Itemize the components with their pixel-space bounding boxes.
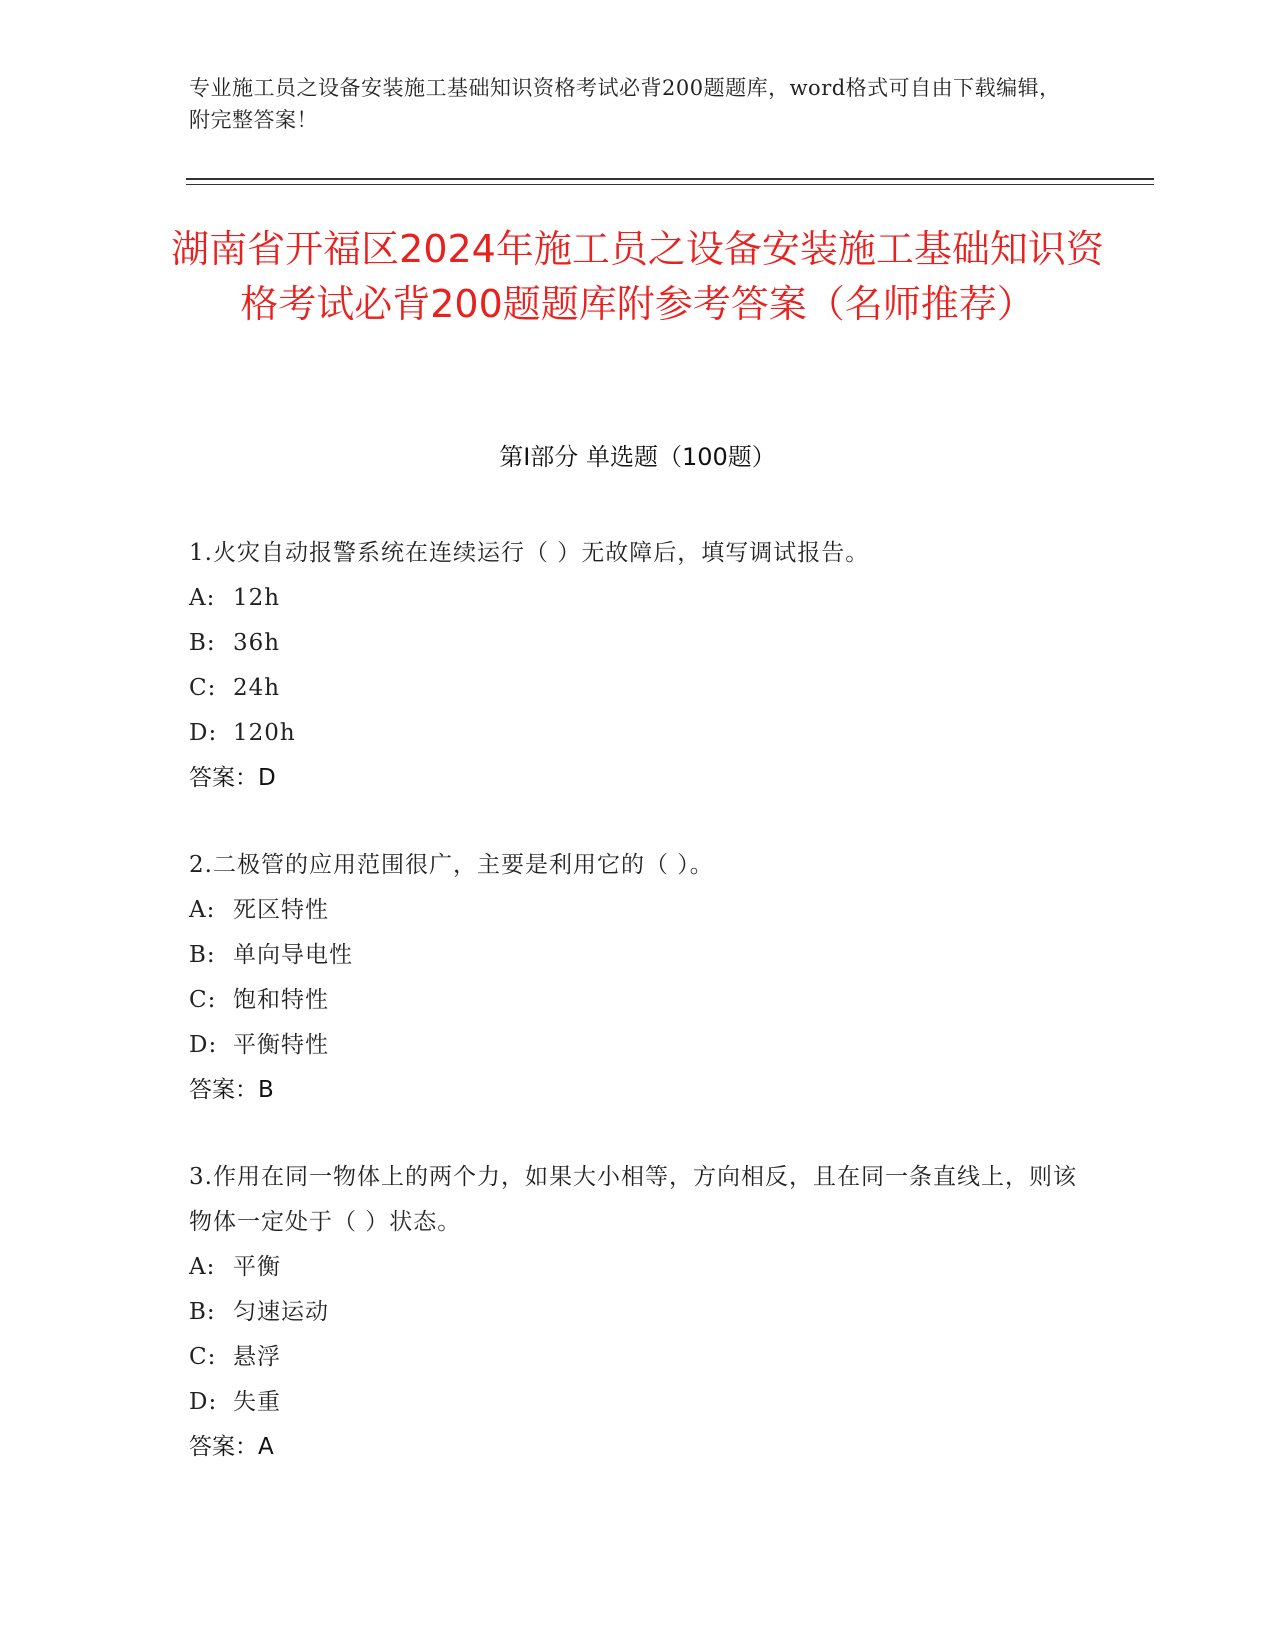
option-b [189,933,1089,978]
option-letter: B: [189,942,216,968]
option-letter: D: [189,1389,218,1415]
option-letter: A: [189,1254,216,1280]
option-c [189,978,1089,1023]
answer-line: 答案：A [189,1434,274,1460]
question-stem: 1.火灾自动报警系统在连续运行（ ）无故障后，填写调试报告。 [189,540,870,566]
option-text: 36h [233,630,281,656]
header-rule-thin [186,184,1154,185]
question-item [189,531,1089,801]
option-text: 匀速运动 [233,1299,329,1325]
option-text: 死区特性 [233,897,329,923]
option-text: 12h [233,585,281,611]
option-letter: C: [189,675,217,701]
option-letter: C: [189,987,217,1013]
answer-line: 答案：D [189,765,276,791]
option-text: 120h [233,720,296,746]
document-title: 湖南省开福区2024年施工员之设备安装施工基础知识资格考试必背200题题库附参考答案（名师推荐） [171,227,1104,326]
question-stem: 2.二极管的应用范围很广，主要是利用它的（ ）。 [189,852,714,878]
option-b [189,621,1089,666]
option-a [189,1245,1089,1290]
section-title: 第Ⅰ部分 单选题（100题） [499,443,776,471]
question-stem: 3.作用在同一物体上的两个力，如果大小相等，方向相反，且在同一条直线上，则该物体一定处于（ ）状态。 [189,1164,1077,1235]
option-text: 失重 [233,1389,281,1415]
question-item [189,843,1089,1113]
option-a [189,888,1089,933]
option-a [189,576,1089,621]
option-text: 平衡特性 [233,1032,329,1058]
header-note: 专业施工员之设备安装施工基础知识资格考试必背200题题库，word格式可自由下载编辑，附完整答案！ [189,76,1061,132]
header-rule-thick [186,178,1154,180]
option-d [189,1023,1089,1068]
option-text: 24h [233,675,281,701]
option-c [189,666,1089,711]
question-item [189,1155,1089,1470]
question-list [189,531,1089,1512]
option-text: 单向导电性 [233,942,353,968]
option-letter: B: [189,1299,216,1325]
option-letter: D: [189,1032,218,1058]
option-text: 悬浮 [233,1344,281,1370]
option-c [189,1335,1089,1380]
option-letter: A: [189,897,216,923]
option-b [189,1290,1089,1335]
option-letter: B: [189,630,216,656]
option-letter: D: [189,720,218,746]
option-text: 饱和特性 [233,987,329,1013]
option-letter: A: [189,585,216,611]
option-text: 平衡 [233,1254,281,1280]
option-d [189,1380,1089,1425]
answer-line: 答案：B [189,1077,274,1103]
option-d [189,711,1089,756]
option-letter: C: [189,1344,217,1370]
